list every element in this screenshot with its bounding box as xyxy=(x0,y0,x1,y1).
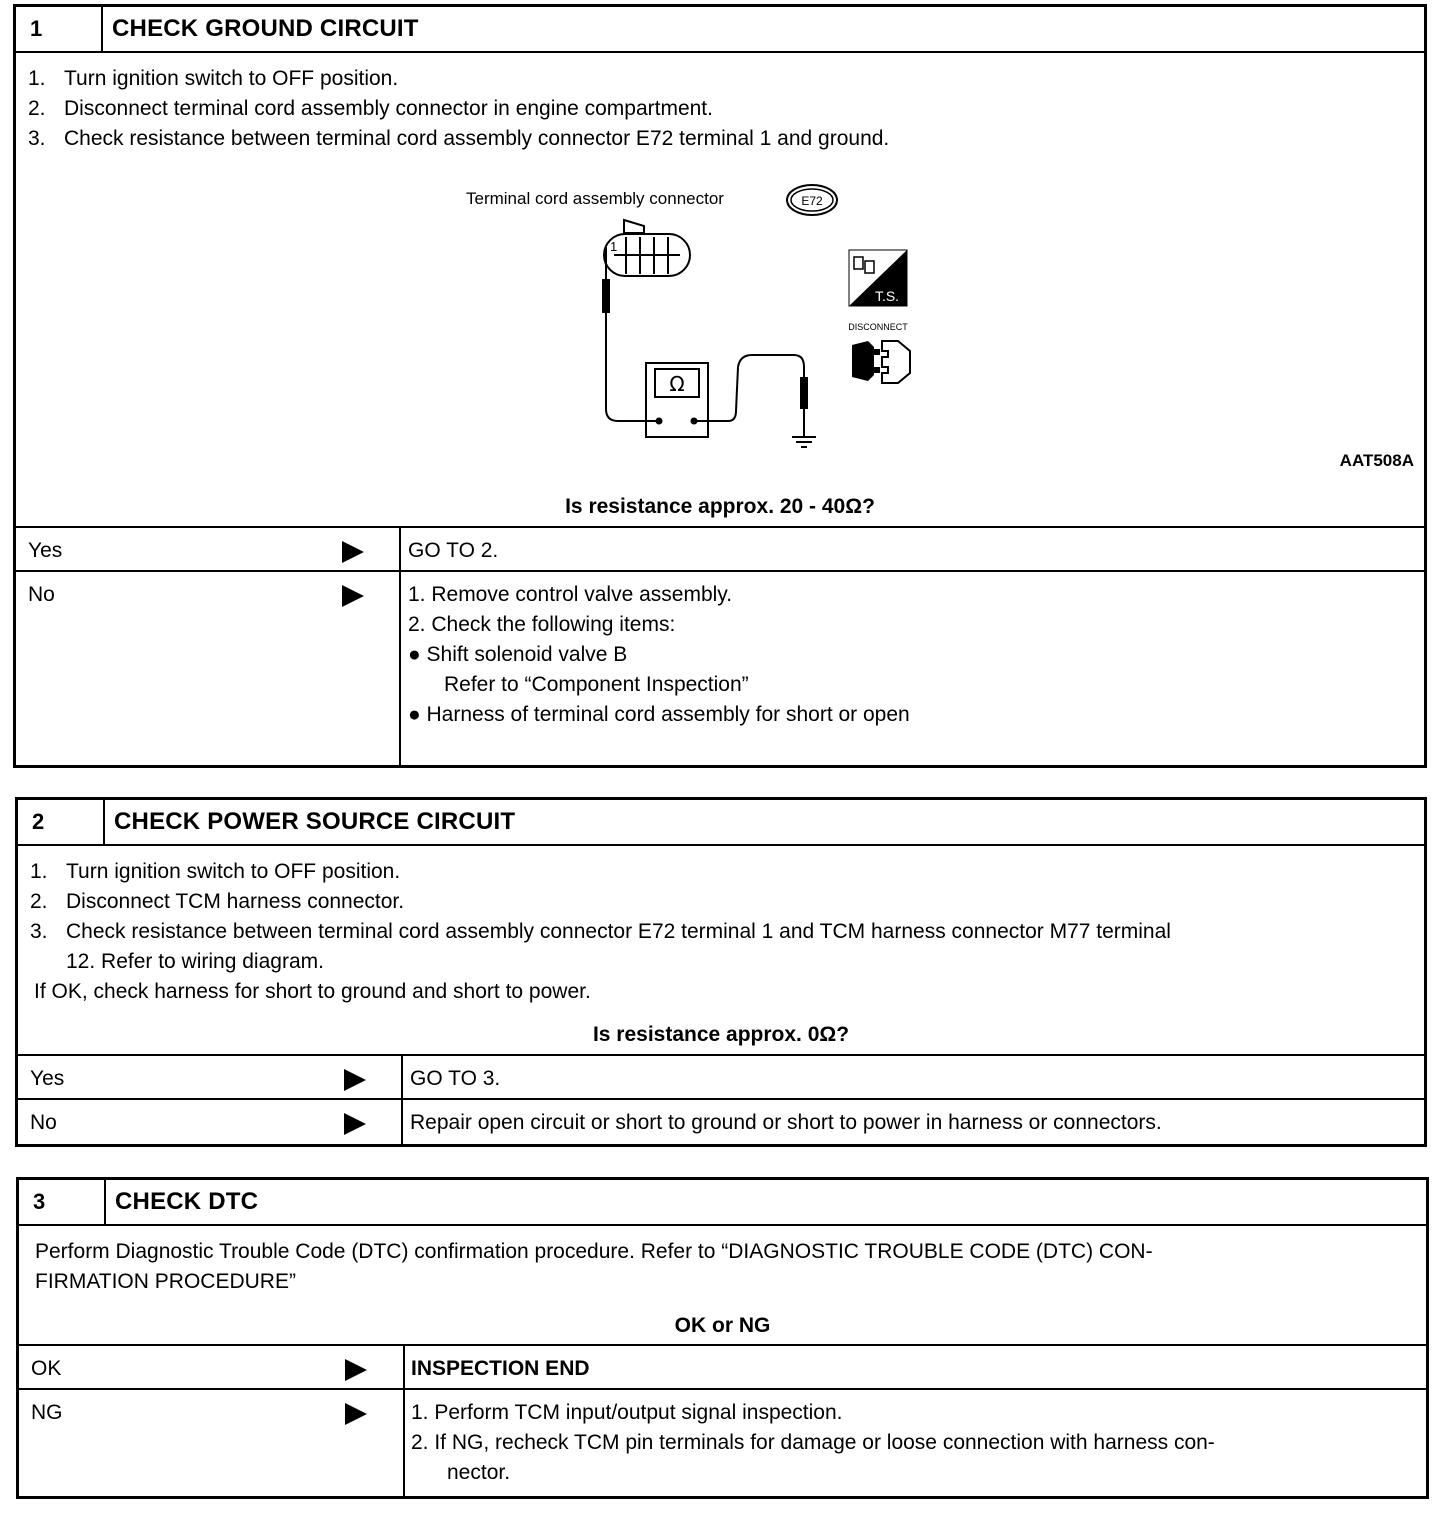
step-header xyxy=(18,800,1424,846)
step-title: CHECK GROUND CIRCUIT xyxy=(112,15,419,42)
answer-result: Repair open circuit or short to ground or short to power in harness or connectors. xyxy=(410,1111,1162,1134)
step-block-1 xyxy=(13,4,1427,768)
step-title: CHECK POWER SOURCE CIRCUIT xyxy=(114,808,516,835)
figure-code: AAT508A xyxy=(1339,451,1414,470)
column-divider xyxy=(399,572,401,765)
instruction-item: 3. Check resistance between terminal cord assembly connector E72 terminal 1 and ground. xyxy=(28,127,890,150)
answer-row-no xyxy=(18,1098,1424,1144)
arrow-right-icon xyxy=(342,585,364,607)
ohm-symbol: Ω xyxy=(669,372,685,396)
step-number: 3 xyxy=(19,1180,106,1224)
pin-label: 1 xyxy=(610,239,618,254)
answer-row-ok xyxy=(19,1344,1426,1390)
wiring-figure xyxy=(16,7,1430,477)
answer-result: GO TO 2. xyxy=(408,539,499,562)
answer-label: NG xyxy=(31,1401,63,1424)
instruction-item: 1. Turn ignition switch to OFF position. xyxy=(28,67,399,90)
connector-id-badge xyxy=(787,185,837,215)
instruction-item: 3. Check resistance between terminal cord assembly connector E72 terminal 1 and TCM harness connector M77 terminal xyxy=(30,920,1171,943)
question-text: Is resistance approx. 0Ω? xyxy=(592,1023,850,1046)
answer-row-no xyxy=(16,570,1424,765)
instruction-item: 1. Turn ignition switch to OFF position. xyxy=(30,860,401,883)
step-number: 1 xyxy=(16,7,103,51)
column-divider xyxy=(401,1056,403,1100)
answer-result: GO TO 3. xyxy=(410,1067,501,1090)
ground-probe-icon xyxy=(694,355,808,437)
column-divider xyxy=(399,528,401,572)
procedure-text: Perform Diagnostic Trouble Code (DTC) confirmation procedure. Refer to “DIAGNOSTIC TROUBLE CODE (DTC) CON- FIRMATION PROCEDURE” xyxy=(35,1240,1153,1293)
answer-result: 1. Remove control valve assembly. 2. Check the following items: ● Shift solenoid valve B Refer to “Component Inspection” ● Harness of terminal cord assembly for short or open xyxy=(408,583,910,726)
question-text: Is resistance approx. 20 - 40Ω? xyxy=(565,495,875,518)
instruction-item: 12. Refer to wiring diagram. xyxy=(66,950,324,973)
answer-row-ng xyxy=(19,1388,1426,1496)
step-number: 2 xyxy=(18,800,105,844)
connector-diagram xyxy=(16,7,1430,477)
step-block-3 xyxy=(16,1177,1429,1499)
step-header xyxy=(19,1180,1426,1226)
arrow-right-icon xyxy=(345,1403,367,1425)
note-text: If OK, check harness for short to ground and short to power. xyxy=(34,980,591,1003)
answer-label: No xyxy=(30,1111,57,1134)
answer-row-yes xyxy=(16,526,1424,572)
ground-symbol-icon xyxy=(792,437,816,447)
answer-result: 1. Perform TCM input/output signal inspection. 2. If NG, recheck TCM pin terminals for damage or loose connection with harness con- nector. xyxy=(411,1401,1215,1484)
answer-label: Yes xyxy=(28,539,63,562)
answer-label: Yes xyxy=(30,1067,65,1090)
step-block-2 xyxy=(15,797,1427,1147)
answer-row-yes xyxy=(18,1054,1424,1100)
answer-result: INSPECTION END xyxy=(411,1357,590,1380)
connector-id-text: E72 xyxy=(801,194,823,208)
test-symbol-icon xyxy=(849,250,907,306)
step-title: CHECK DTC xyxy=(115,1188,259,1215)
instruction-list xyxy=(30,857,1412,977)
column-divider xyxy=(403,1346,405,1390)
arrow-right-icon xyxy=(345,1359,367,1381)
instruction-item: 2. Disconnect terminal cord assembly connector in engine compartment. xyxy=(28,97,713,120)
question-text: OK or NG xyxy=(674,1314,771,1337)
arrow-right-icon xyxy=(342,541,364,563)
arrow-right-icon xyxy=(344,1069,366,1091)
instruction-item: 2. Disconnect TCM harness connector. xyxy=(30,890,405,913)
answer-label: OK xyxy=(31,1357,62,1380)
answer-label: No xyxy=(28,583,55,606)
figure-caption: Terminal cord assembly connector xyxy=(466,189,724,208)
disconnect-icon xyxy=(852,341,910,383)
ohmmeter-icon xyxy=(646,363,708,437)
column-divider xyxy=(403,1390,405,1496)
arrow-right-icon xyxy=(344,1113,366,1135)
ts-label: T.S. xyxy=(874,288,900,304)
column-divider xyxy=(401,1100,403,1144)
disconnect-label: DISCONNECT xyxy=(848,322,908,332)
